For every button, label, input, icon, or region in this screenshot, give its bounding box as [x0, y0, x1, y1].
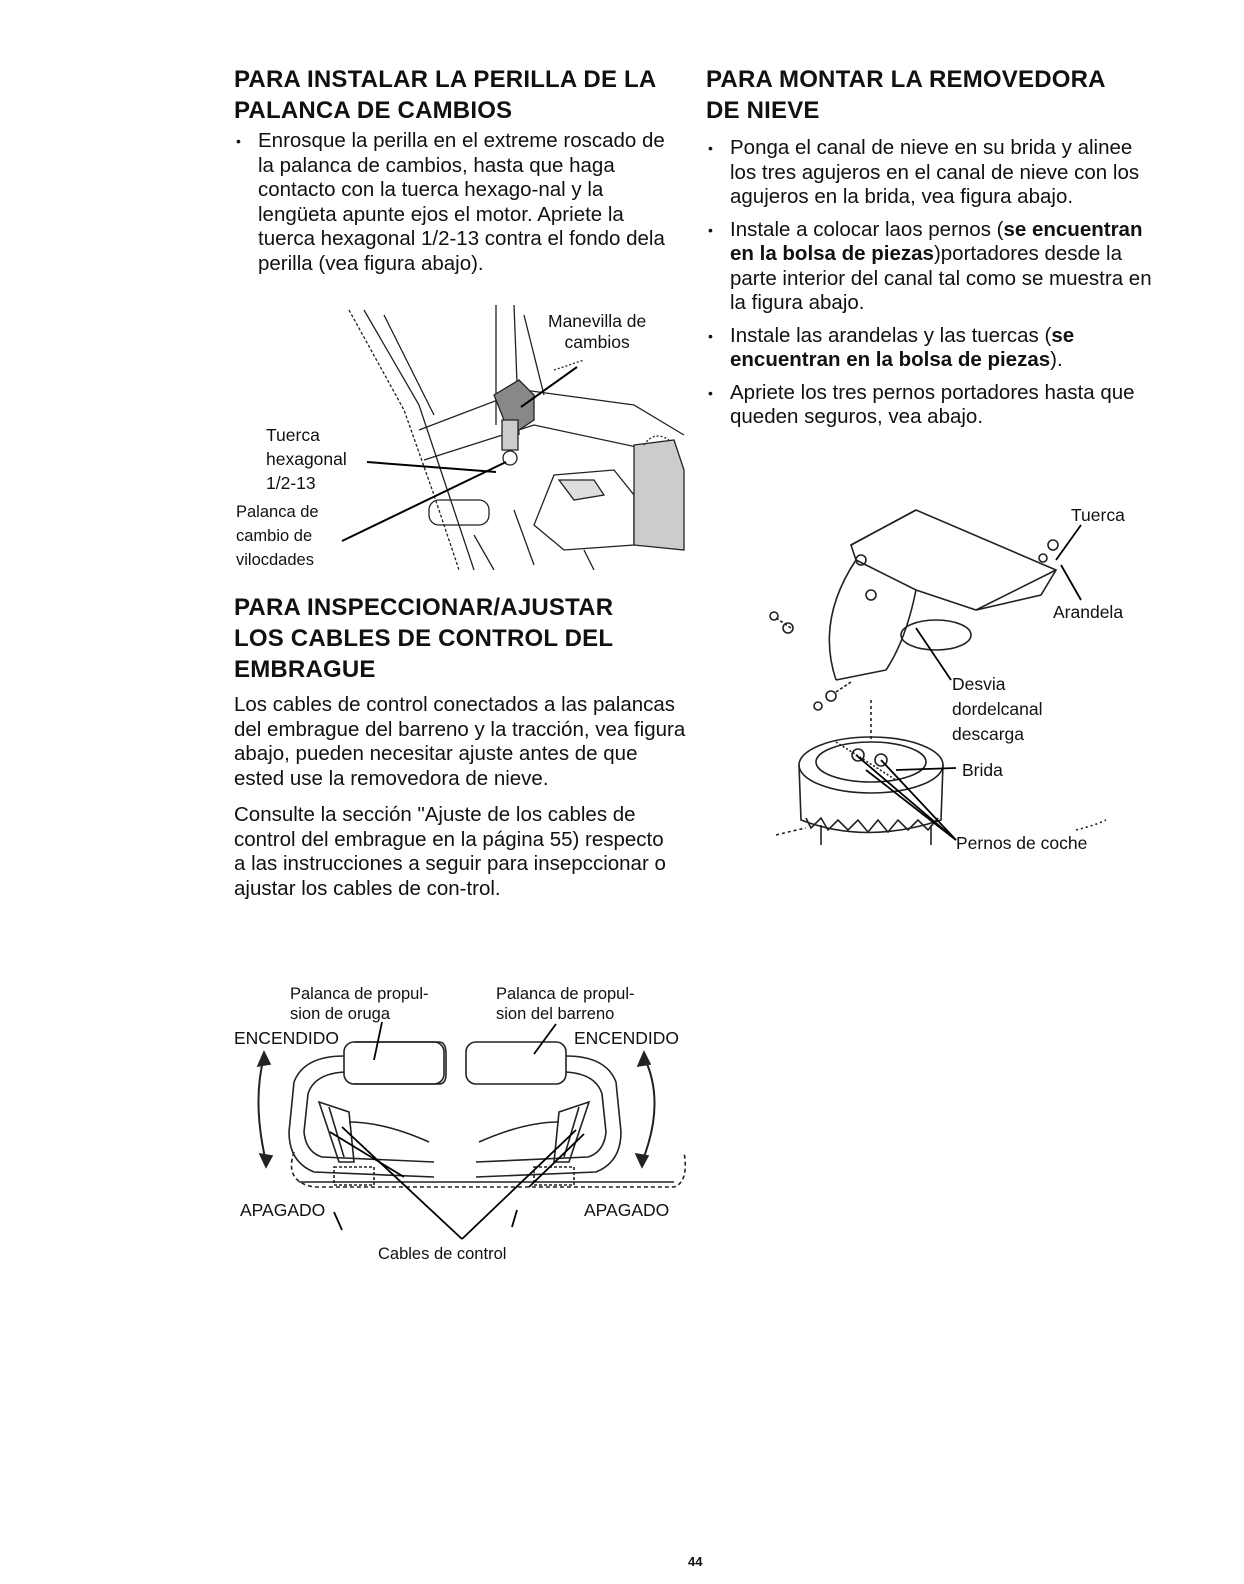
title-line: PARA INSTALAR LA PERILLA DE LA [234, 66, 657, 93]
section-title [706, 64, 1161, 126]
section-shift-knob [234, 64, 689, 284]
text-run: ). [1050, 348, 1063, 371]
label-cables-control: Cables de control [378, 1245, 507, 1263]
page-number: 44 [688, 1554, 703, 1569]
chute-figure [756, 500, 1156, 860]
text-run-bold: se encuentran en la bolsa de piezas [730, 217, 1143, 265]
paragraph: Los cables de control conectados a las palancas del embrague del barreno y la tracción, vea figura abajo, pueden necesitar ajuste antes de que ested use la removedora de nieve. [234, 693, 686, 790]
label-pernos: Pernos de coche [956, 833, 1088, 853]
label-brida: Brida [962, 760, 1003, 780]
label-encendido-right: ENCENDIDO [574, 1028, 680, 1048]
list-item [706, 218, 1154, 316]
label-manevilla: Manevilla de cambios [548, 311, 647, 352]
section-title [234, 64, 689, 126]
label-arandela: Arandela [1053, 602, 1124, 622]
text-run-bold: se encuentran en la bolsa de piezas [730, 323, 1075, 371]
paragraph: Consulte la sección "Ajuste de los cables de control del embrague en la página 55) respecto a las instrucciones a seguir para insepccionar o ajustar los cables de con-trol. [234, 803, 666, 900]
title-line: EMBRAGUE [234, 656, 376, 683]
label-propulsion-oruga: Palanca de propul- sion de oruga [290, 985, 429, 1023]
list-item: • Enrosque la perilla en el extreme roscado de la palanca de cambios, hasta que haga contacto con la tuerca hexago-nal y la lengüeta apunte ejos el motor. Apriete la tuerca hexagonal 1/2-13 contra el fondo dela perilla (vea figura abajo). [234, 129, 682, 276]
handlebar-figure [234, 982, 704, 1272]
shift-knob-figure [234, 295, 689, 570]
title-line: PARA MONTAR LA REMOVEDORA [706, 66, 1106, 93]
label-palanca-cambio: Palanca de cambio de vilocdades [236, 503, 319, 569]
list-item: • Ponga el canal de nieve en su brida y alinee los tres agujeros en el canal de nieve con los agujeros en la brida, vea figura abajo. [706, 136, 1154, 210]
title-line: LOS CABLES DE CONTROL DEL [234, 625, 614, 652]
section-title [234, 592, 694, 685]
text-run: )portadores desde la parte interior del canal tal como se muestra en la figura abajo. [730, 242, 1152, 314]
title-line: DE NIEVE [706, 97, 820, 124]
bullet-list [234, 129, 682, 276]
text-run: Instale a colocar laos pernos ( [730, 217, 1004, 241]
section-clutch-cables [234, 592, 694, 901]
label-apagado-right: APAGADO [584, 1200, 670, 1220]
section-mount-chute [706, 64, 1161, 438]
label-propulsion-barreno: Palanca de propul- sion del barreno [496, 985, 635, 1023]
title-line: PALANCA DE CAMBIOS [234, 97, 513, 124]
list-item [706, 324, 1154, 373]
label-desvia: Desvia dordelcanal descarga [952, 674, 1043, 744]
title-line: PARA INSPECCIONAR/AJUSTAR [234, 594, 614, 621]
handlebar-illustration [234, 982, 704, 1272]
bullet-list [706, 136, 1154, 430]
label-encendido-left: ENCENDIDO [234, 1028, 340, 1048]
label-tuerca: Tuerca [1071, 505, 1125, 525]
label-tuerca-hexagonal: Tuerca hexagonal 1/2-13 [266, 425, 347, 493]
list-item: • Apriete los tres pernos portadores hasta que queden seguros, vea abajo. [706, 381, 1154, 430]
text-run: Instale las arandelas y las tuercas ( [730, 323, 1052, 347]
label-apagado-left: APAGADO [240, 1200, 326, 1220]
